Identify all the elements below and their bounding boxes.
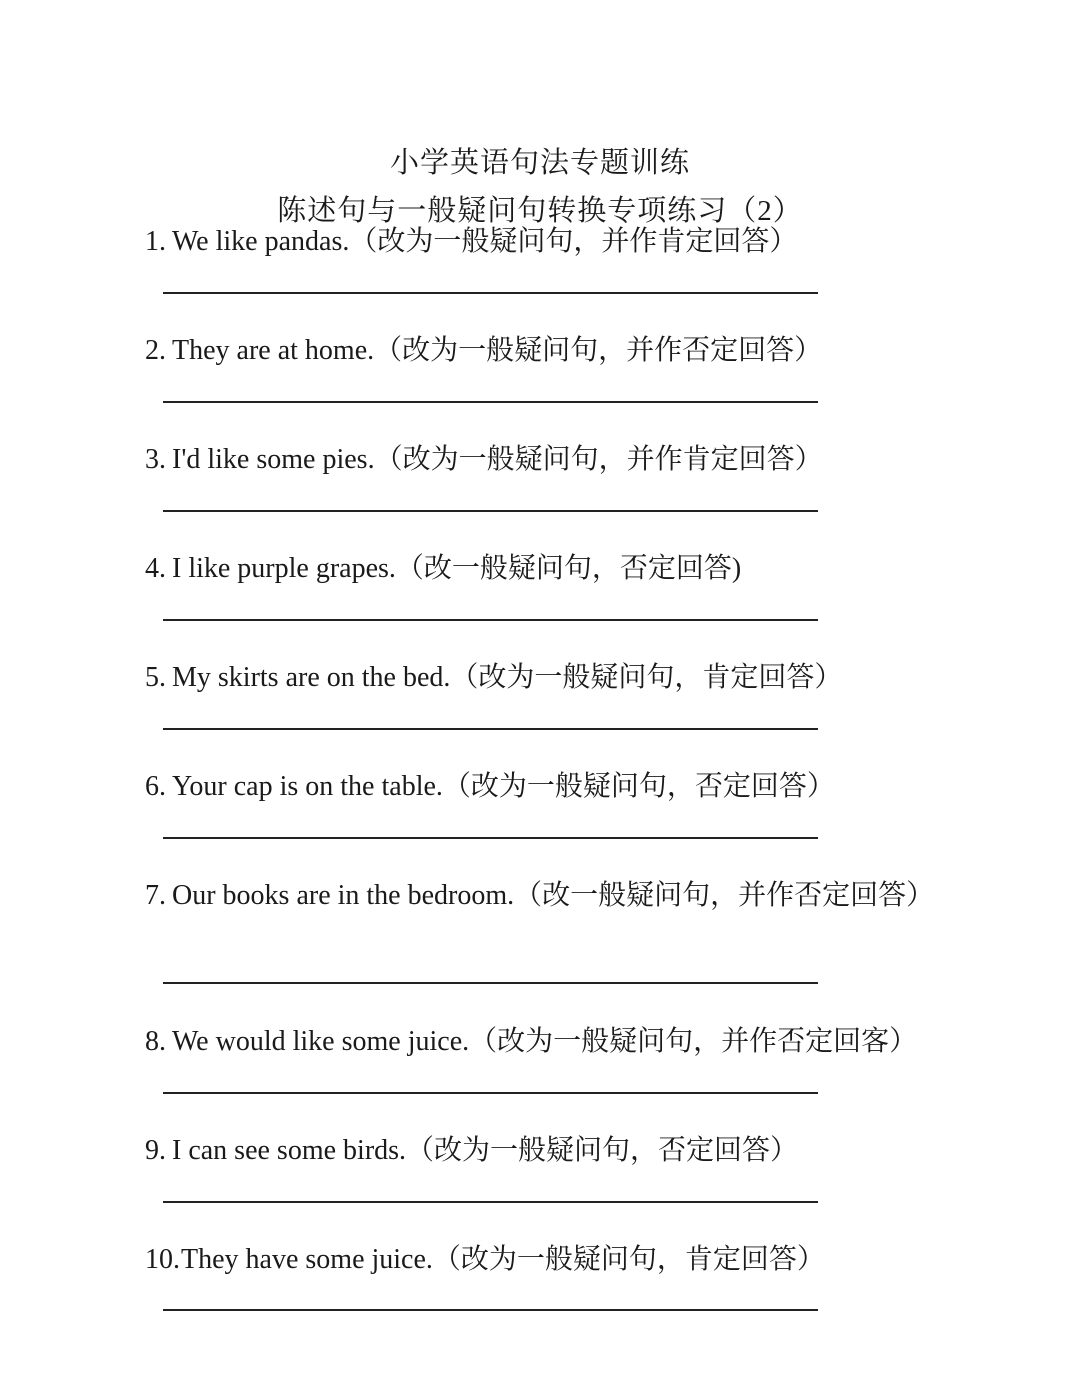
answer-line[interactable] <box>163 982 818 984</box>
answer-line[interactable] <box>163 837 818 839</box>
question-number: 8. <box>145 1026 166 1057</box>
question-number: 6. <box>145 771 166 802</box>
question-text: We would like some juice.（改为一般疑问句，并作否定回客） <box>172 1026 918 1057</box>
page-subtitle: 陈述句与一般疑问句转换专项练习（2） <box>277 195 803 227</box>
answer-line[interactable] <box>163 728 818 730</box>
question-number: 5. <box>145 662 166 693</box>
question-number: 10. <box>145 1244 180 1275</box>
question-text: My skirts are on the bed.（改为一般疑问句，肯定回答） <box>172 662 843 693</box>
question-number: 3. <box>145 444 166 475</box>
page-title: 小学英语句法专题训练 <box>389 147 690 179</box>
question-text: I can see some birds.（改为一般疑问句，否定回答） <box>172 1135 799 1166</box>
question-number: 2. <box>145 335 166 366</box>
question-text: We like pandas.（改为一般疑问句，并作肯定回答） <box>172 226 798 257</box>
answer-line[interactable] <box>163 1092 818 1094</box>
question-text: I'd like some pies.（改为一般疑问句，并作肯定回答） <box>172 444 823 475</box>
answer-line[interactable] <box>163 510 818 512</box>
question-text: They are at home.（改为一般疑问句，并作否定回答） <box>172 335 823 366</box>
question-text: I like purple grapes.（改一般疑问句，否定回答) <box>172 553 742 584</box>
answer-line[interactable] <box>163 619 818 621</box>
question-number: 7. <box>145 880 166 911</box>
question-number: 9. <box>145 1135 166 1166</box>
answer-line[interactable] <box>163 1201 818 1203</box>
question-number: 1. <box>145 226 166 257</box>
question-text: Our books are in the bedroom.（改一般疑问句，并作否定回答） <box>172 880 935 911</box>
answer-line[interactable] <box>163 401 818 403</box>
answer-line[interactable] <box>163 1309 818 1311</box>
question-text: Your cap is on the table.（改为一般疑问句，否定回答） <box>172 771 835 802</box>
question-text: They have some juice.（改为一般疑问句，肯定回答） <box>181 1244 825 1275</box>
answer-line[interactable] <box>163 292 818 294</box>
question-number: 4. <box>145 553 166 584</box>
